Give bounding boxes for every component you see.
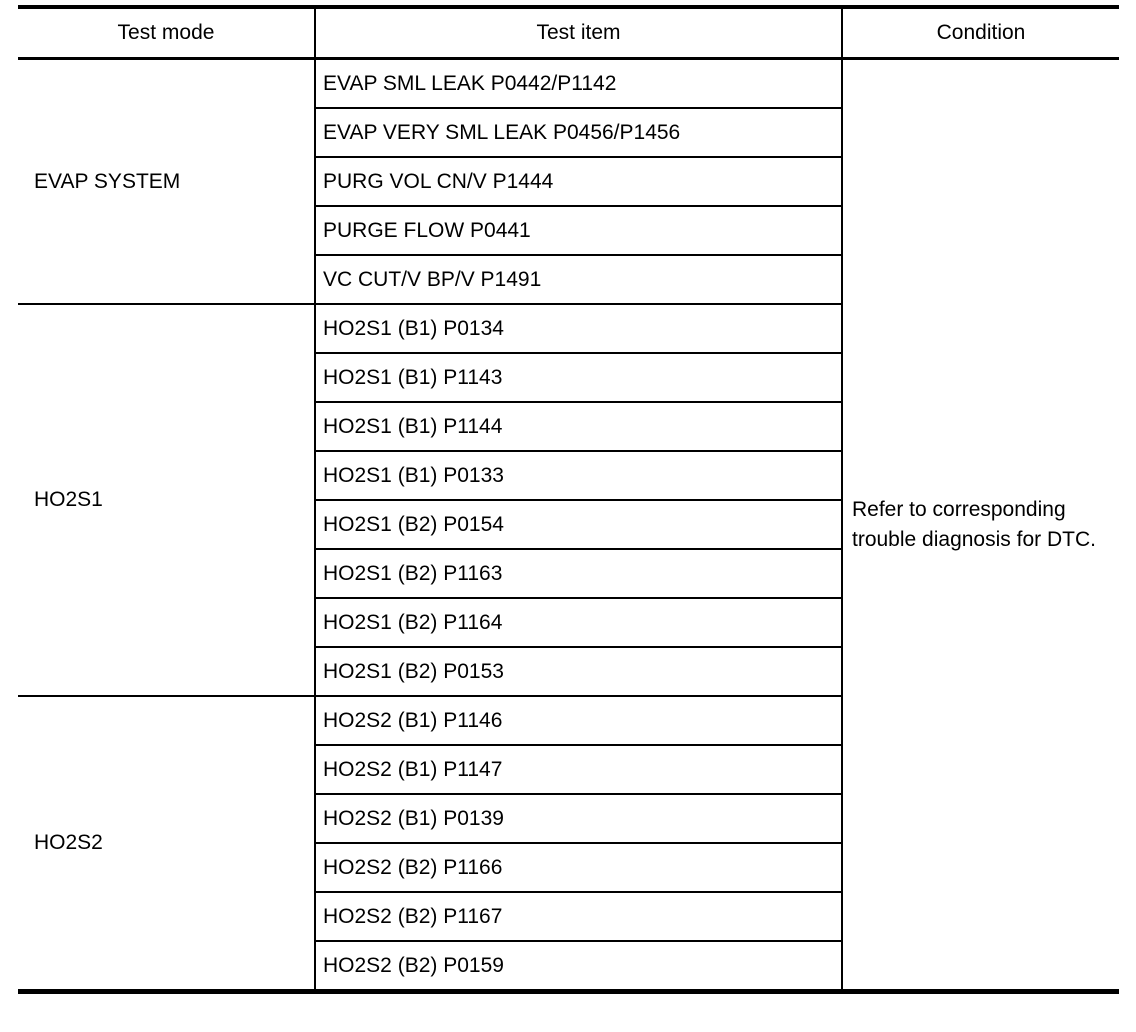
test-item-cell: HO2S2 (B2) P1167	[315, 892, 842, 941]
test-item-cell: HO2S1 (B1) P1144	[315, 402, 842, 451]
header-test-mode: Test mode	[18, 7, 315, 59]
header-test-item: Test item	[315, 7, 842, 59]
test-item-cell: HO2S1 (B2) P1163	[315, 549, 842, 598]
test-item-cell: HO2S1 (B1) P1143	[315, 353, 842, 402]
test-item-cell: HO2S2 (B1) P1147	[315, 745, 842, 794]
test-mode-cell: EVAP SYSTEM	[34, 169, 181, 193]
test-item-cell: HO2S2 (B2) P0159	[315, 941, 842, 992]
test-item-cell: HO2S2 (B2) P1166	[315, 843, 842, 892]
test-mode-table	[18, 5, 1119, 994]
test-item-cell: HO2S2 (B1) P0139	[315, 794, 842, 843]
condition-cell: Refer to corresponding trouble diagnosis for DTC.	[852, 498, 1096, 551]
header-condition: Condition	[842, 7, 1119, 59]
test-item-cell: HO2S1 (B2) P0153	[315, 647, 842, 696]
test-item-cell: HO2S1 (B2) P1164	[315, 598, 842, 647]
table-row	[18, 59, 1119, 109]
test-item-cell: HO2S2 (B1) P1146	[315, 696, 842, 745]
test-item-cell: HO2S1 (B2) P0154	[315, 500, 842, 549]
test-item-cell: EVAP SML LEAK P0442/P1142	[315, 59, 842, 109]
test-item-cell: HO2S1 (B1) P0134	[315, 304, 842, 353]
test-mode-cell: HO2S1	[18, 304, 315, 696]
test-mode-cell: HO2S2	[18, 696, 315, 992]
test-item-cell: EVAP VERY SML LEAK P0456/P1456	[315, 108, 842, 157]
test-item-cell: HO2S1 (B1) P0133	[315, 451, 842, 500]
header-row	[18, 7, 1119, 59]
test-item-cell: VC CUT/V BP/V P1491	[315, 255, 842, 304]
test-item-cell: PURGE FLOW P0441	[315, 206, 842, 255]
test-item-cell: PURG VOL CN/V P1444	[315, 157, 842, 206]
